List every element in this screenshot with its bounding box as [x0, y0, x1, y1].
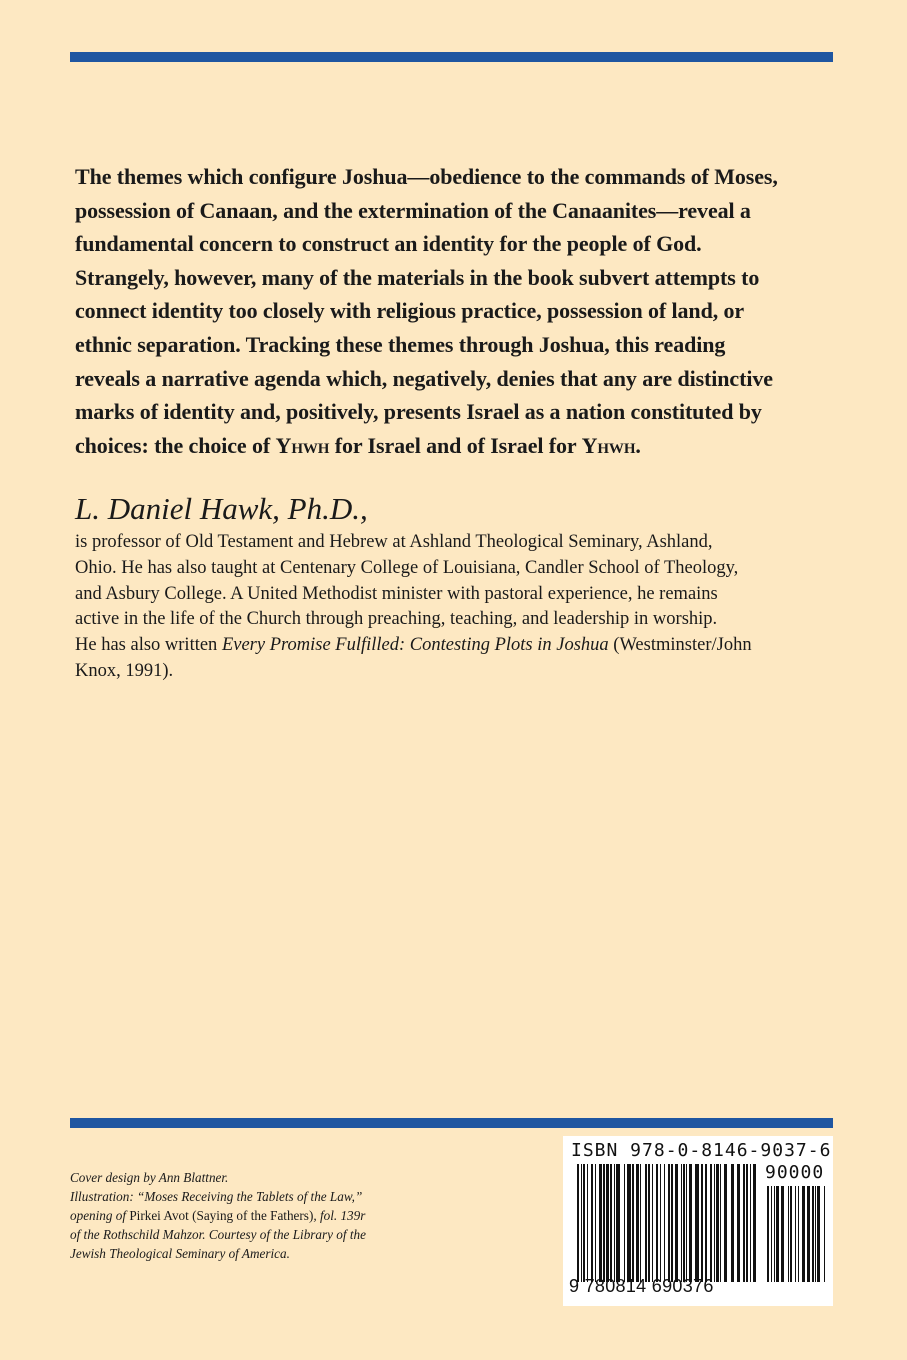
barcode-bar — [640, 1164, 641, 1282]
barcode-bar — [632, 1164, 634, 1282]
credit-line — [70, 1206, 470, 1225]
barcode-bar — [724, 1164, 727, 1282]
barcode-bar — [776, 1186, 779, 1282]
work-title: Pirkei Avot (Saying of the Fathers) — [129, 1208, 314, 1223]
divine-name: Yhwh — [581, 432, 636, 458]
barcode-bar — [591, 1164, 593, 1282]
cover-blurb — [75, 160, 835, 462]
price-code: 90000 — [765, 1162, 825, 1183]
bio-line: and Asbury College. A United Methodist minister with pastoral experience, he remains — [75, 583, 718, 604]
barcode-bar — [824, 1186, 825, 1282]
cover-credits — [70, 1168, 470, 1263]
barcode-bar — [771, 1186, 772, 1282]
barcode-bar — [720, 1164, 721, 1282]
author-bio — [75, 530, 835, 685]
barcode-bar — [656, 1164, 658, 1282]
credit-line: of the Rothschild Mahzor. Courtesy of the Library of the — [70, 1227, 366, 1242]
isbn-barcode — [563, 1136, 833, 1306]
bio-line: Knox, 1991). — [75, 660, 174, 681]
bio-line: is professor of Old Testament and Hebrew at Ashland Theological Seminary, Ashland, — [75, 532, 713, 552]
barcode-bar — [624, 1164, 625, 1282]
blurb-line: Strangely, however, many of the materials in the book subvert attempts to — [75, 264, 760, 290]
bio-line — [75, 633, 835, 659]
book-title: Every Promise Fulfilled: Contesting Plots in Joshua — [221, 635, 609, 656]
barcode-bar — [668, 1164, 670, 1282]
credit-text: opening of — [70, 1208, 130, 1223]
barcode-bar — [695, 1164, 699, 1282]
isbn-label: ISBN 978-0-8146-9037-6 — [571, 1140, 832, 1161]
barcode-bar — [701, 1164, 703, 1282]
barcode-bar — [705, 1164, 707, 1282]
barcode-bar — [671, 1164, 673, 1282]
barcode-bar — [737, 1164, 740, 1282]
barcode-bar — [616, 1164, 620, 1282]
blurb-line: The themes which configure Joshua—obedience to the commands of Moses, — [75, 164, 778, 189]
barcode-bar — [774, 1186, 775, 1282]
barcode-bar — [636, 1164, 639, 1282]
barcode-bar — [815, 1186, 816, 1282]
barcode-bar — [577, 1164, 579, 1282]
author-name: L. Daniel Hawk, Ph.D., — [75, 491, 368, 526]
credit-text: , fol. 139r — [313, 1208, 366, 1223]
blurb-line: possession of Canaan, and the extermination of the Canaanites—reveal a — [75, 197, 751, 223]
barcode-bar — [648, 1164, 650, 1282]
barcode-bar — [743, 1164, 745, 1282]
barcode-bar — [599, 1164, 602, 1282]
top-divider-bar — [70, 52, 833, 62]
credit-line: Cover design by Ann Blattner. — [70, 1170, 229, 1185]
barcode-bar — [660, 1164, 661, 1282]
barcode-bar — [603, 1164, 605, 1282]
barcode-bar — [581, 1164, 582, 1282]
barcode-bar — [767, 1186, 769, 1282]
barcode-bar — [788, 1186, 789, 1282]
barcode-bar — [802, 1186, 805, 1282]
bio-line: active in the life of the Church through preaching, teaching, and leadership in worship. — [75, 609, 718, 630]
barcode-bar — [746, 1164, 748, 1282]
barcode-bar — [750, 1164, 751, 1282]
blurb-text: . — [635, 432, 641, 458]
bio-text: He has also written — [75, 635, 222, 656]
barcode-bar — [716, 1164, 719, 1282]
barcode-bar — [587, 1164, 588, 1282]
barcode-bar — [714, 1164, 715, 1282]
barcode-bar — [683, 1164, 685, 1282]
barcode-bar — [645, 1164, 647, 1282]
barcode-bar — [807, 1186, 810, 1282]
barcode-bar — [627, 1164, 631, 1282]
barcode-bar — [595, 1164, 596, 1282]
bottom-divider-bar — [70, 1118, 833, 1128]
barcode-bar — [798, 1186, 799, 1282]
blurb-text: choices: the choice of — [75, 432, 276, 458]
barcode-bar — [614, 1164, 615, 1282]
blurb-text: for Israel and of Israel for — [329, 432, 582, 458]
barcode-bar — [681, 1164, 682, 1282]
blurb-line: fundamental concern to construct an identity for the people of God. — [75, 231, 702, 257]
blurb-line — [75, 429, 835, 463]
barcode-bar — [781, 1186, 784, 1282]
barcode-bar — [795, 1186, 796, 1282]
bio-text: (Westminster/John — [608, 635, 752, 656]
divine-name: Yhwh — [275, 432, 330, 458]
barcode-bar — [817, 1186, 820, 1282]
barcode-bar — [675, 1164, 678, 1282]
barcode-bar — [710, 1164, 712, 1282]
barcode-bar — [610, 1164, 612, 1282]
barcode-bar — [790, 1186, 792, 1282]
barcode-bar — [731, 1164, 734, 1282]
credit-line: Illustration: “Moses Receiving the Tablets of the Law,” — [70, 1189, 363, 1204]
barcode-bar — [689, 1164, 692, 1282]
barcode-bar — [686, 1164, 687, 1282]
barcode-bar — [583, 1164, 585, 1282]
barcode-bar — [753, 1164, 756, 1282]
blurb-line: ethnic separation. Tracking these themes through Joshua, this reading — [75, 331, 726, 357]
barcode-bar — [652, 1164, 653, 1282]
blurb-line: reveals a narrative agenda which, negatively, denies that any are distinctive — [75, 365, 773, 391]
credit-line: Jewish Theological Seminary of America. — [70, 1246, 290, 1261]
ean-digits: 9 780814 690376 — [569, 1276, 714, 1296]
barcode-bar — [606, 1164, 609, 1282]
blurb-line: marks of identity and, positively, presents Israel as a nation constituted by — [75, 399, 762, 425]
bio-line: Ohio. He has also taught at Centenary College of Louisiana, Candler School of Theology, — [75, 557, 739, 578]
barcode-bar — [664, 1164, 665, 1282]
barcode-bar — [812, 1186, 814, 1282]
blurb-line: connect identity too closely with religious practice, possession of land, or — [75, 298, 745, 324]
